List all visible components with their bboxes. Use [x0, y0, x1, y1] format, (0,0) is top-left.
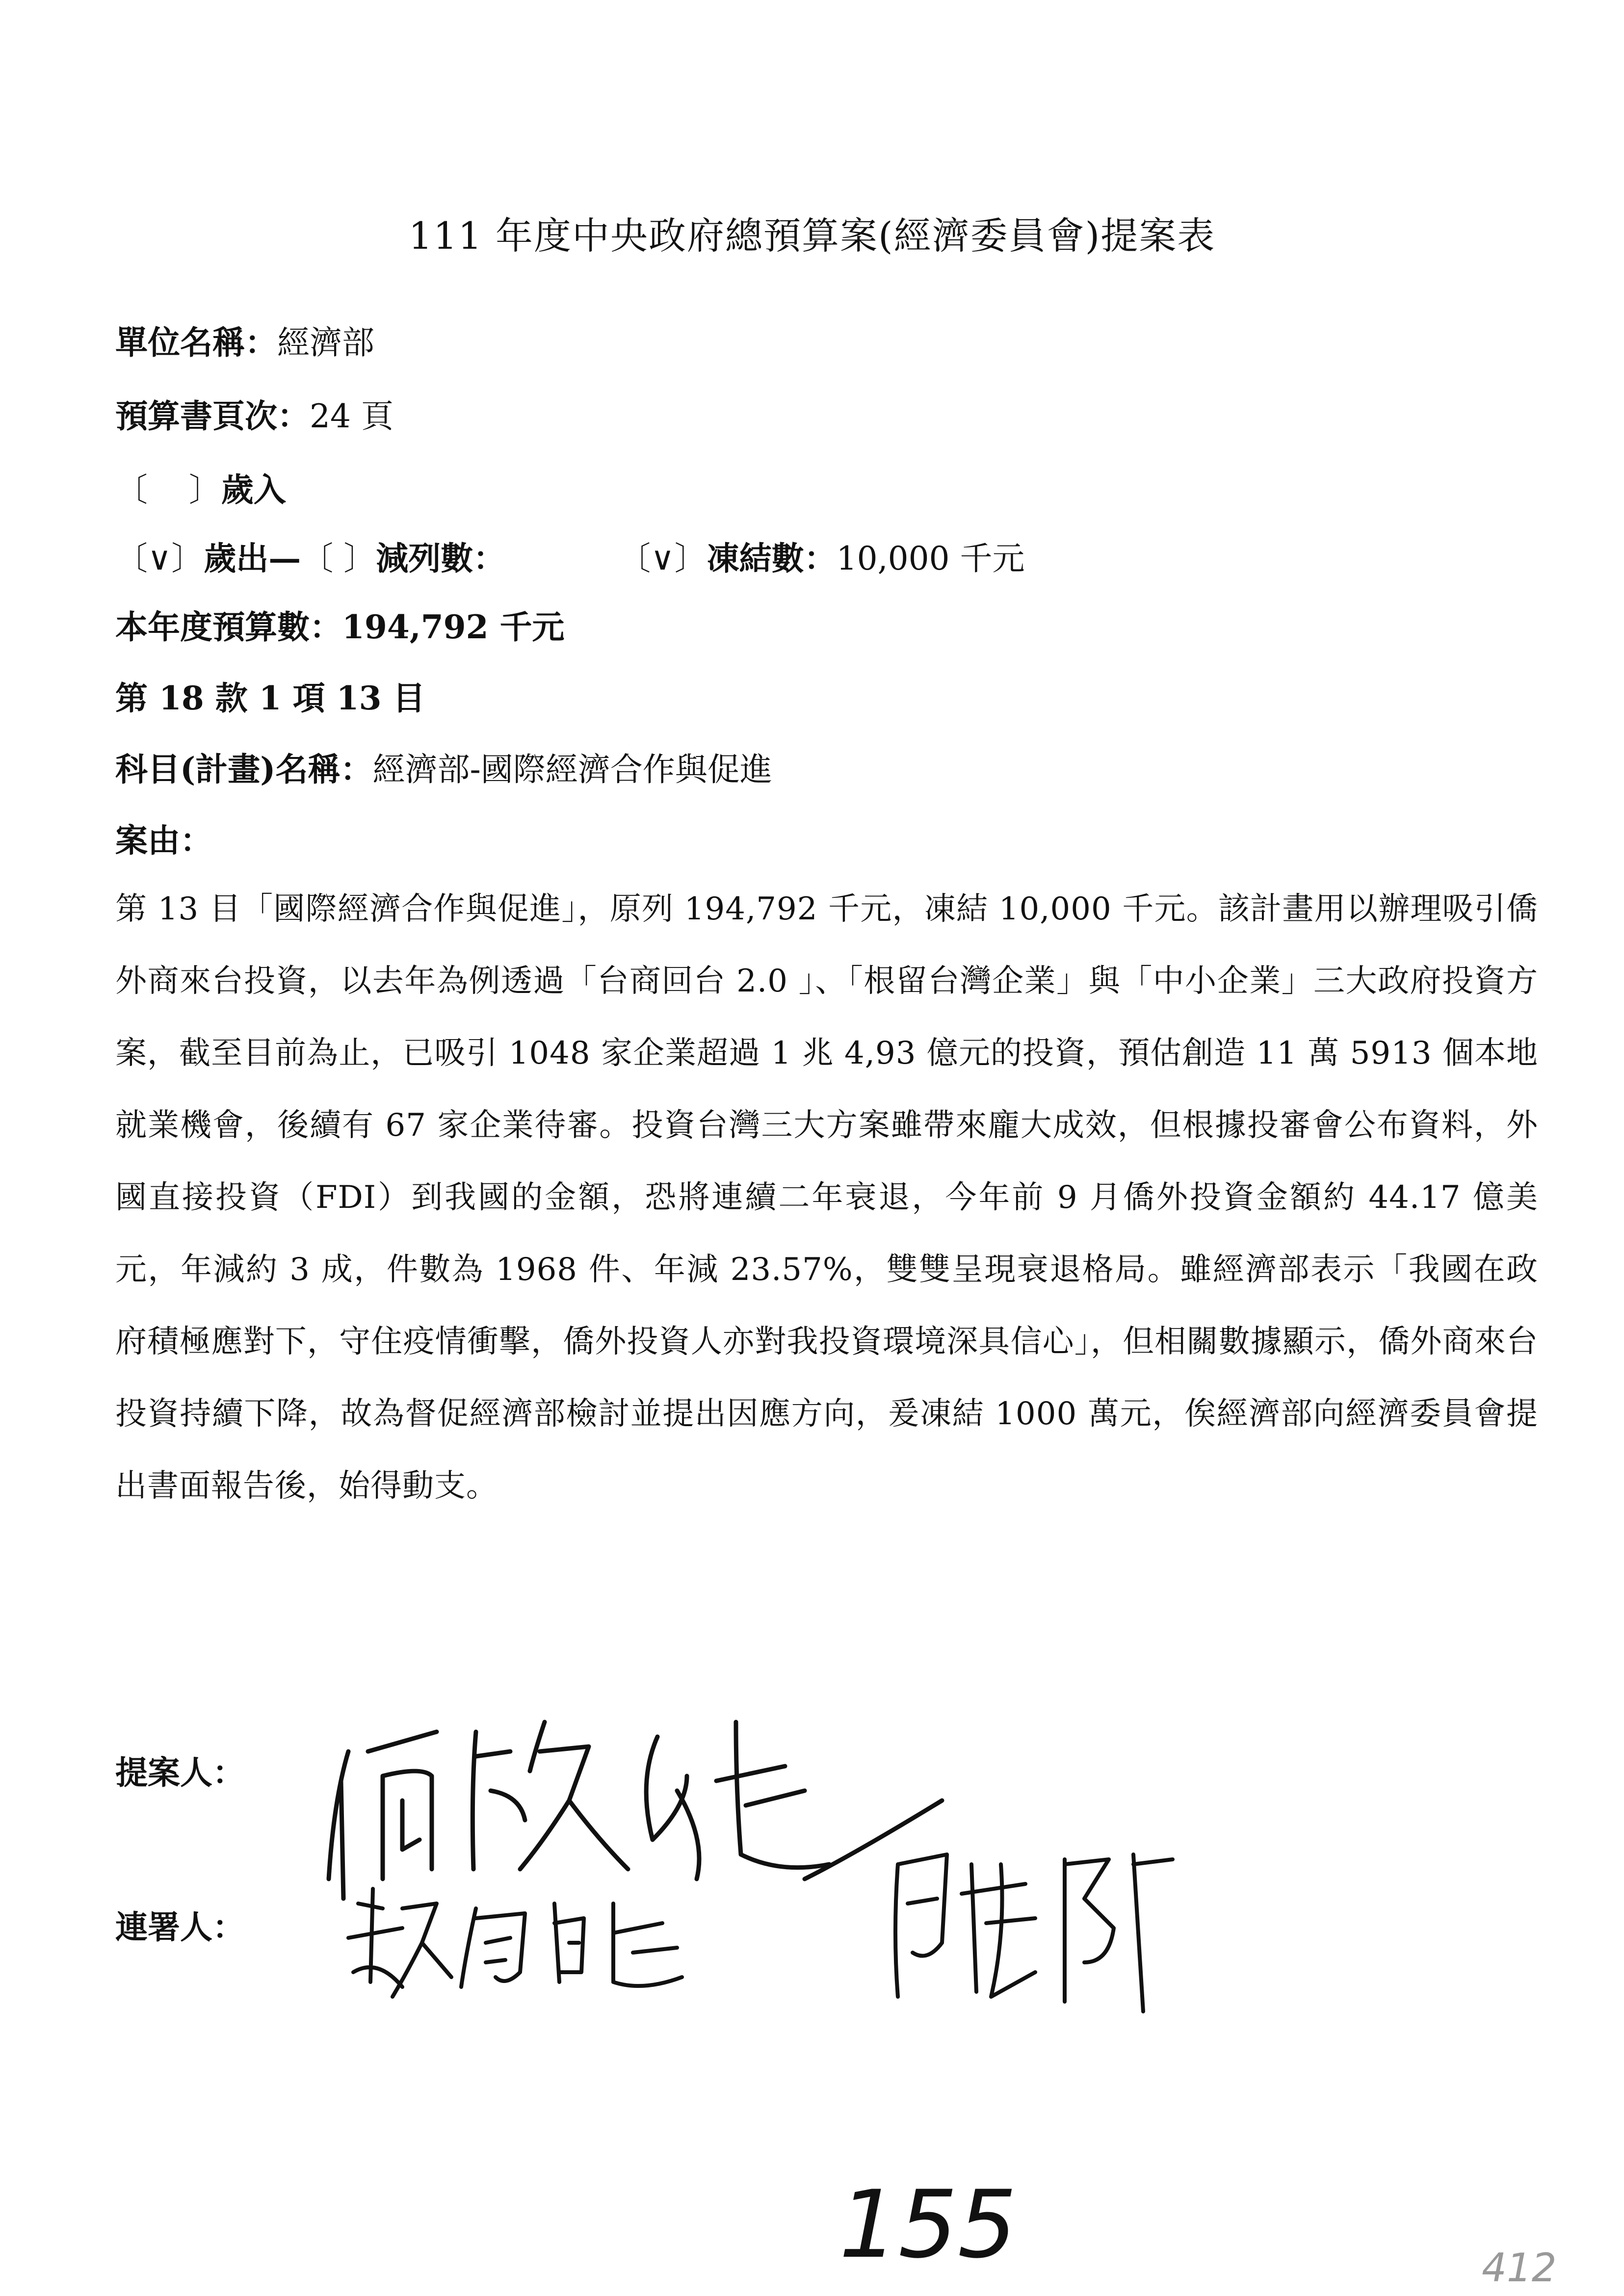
unit-name-row [115, 316, 374, 363]
handwritten-page-number-text: 155 [839, 2173, 1017, 2279]
proposer-label: 提案人： [115, 1753, 245, 1792]
expenditure-checkbox: 〔∨〕 [115, 540, 204, 577]
reason-label: 案由： [115, 821, 212, 860]
budget-page-label: 預算書頁次： [115, 397, 310, 435]
subject-value: 經濟部-國際經濟合作與促進 [372, 751, 772, 788]
revenue-checkbox: 〔 〕 [115, 471, 221, 509]
budget-page-row [115, 390, 393, 437]
freeze-label: 凍結數： [707, 539, 837, 577]
revenue-row [115, 464, 286, 510]
annual-budget-row [115, 601, 565, 648]
freeze-checkbox: 〔∨〕 [618, 540, 707, 577]
expenditure-row [115, 532, 1025, 579]
expenditure-label: 歲出— [204, 539, 301, 577]
annual-budget-label: 本年度預算數： [115, 608, 342, 646]
cut-checkbox: 〔 〕 [301, 540, 376, 577]
revenue-label: 歲入 [221, 470, 286, 509]
freeze-value: 10,000 千元 [836, 540, 1025, 577]
budget-item: 第 18 款 1 項 13 目 [115, 679, 425, 717]
cosigner-signature-1 [339, 1874, 731, 2021]
subject-row [115, 743, 772, 790]
corner-number-text: 412 [1482, 2245, 1557, 2291]
cosigner-signature-2 [878, 1835, 1182, 2021]
reason-paragraph: 第 13 目「國際經濟合作與促進」，原列 194,792 千元，凍結 10,000 千元。該計畫用以辦理吸引僑外商來台投資，以去年為例透過「台商回台 2.0 」、「根留台灣企業」與「中小企業」三大政府投資方案，截至目前為止，已吸引 1048 家企業超過 1 兆 4,93 億元的投資，預估創造 11 萬 5913 個本地就業機會，後續有 67 家企業待審。投資台灣三大方案雖帶來龐大成效，但根據投審會公布資料，外國直接投資（FDI）到我國的金額，恐將連續二年衰退，今年前 9 月僑外投資金額約 44.17 億美元，年減約 3 成，件數為 1968 件、年減 23.57%，雙雙呈現衰退格局。雖經濟部表示「我國在政府積極應對下，守住疫情衝擊，僑外投資人亦對我投資環境深具信心」，但相關數據顯示，僑外商來台投資持續下降，故為督促經濟部檢討並提出因應方向，爰凍結 1000 萬元，俟經濟部向經濟委員會提出書面報告後，始得動支。 [115, 891, 1538, 1504]
cosigner-label: 連署人： [115, 1908, 245, 1946]
budget-page-value: 24 頁 [310, 397, 393, 435]
cut-label: 減列數： [376, 539, 506, 577]
annual-budget-value: 194,792 千元 [342, 608, 565, 646]
handwritten-page-number [834, 2173, 1040, 2281]
subject-label: 科目(計畫)名稱： [115, 750, 373, 788]
document-title: 111 年度中央政府總預算案(經濟委員會)提案表 [408, 214, 1216, 258]
unit-name-label: 單位名稱： [115, 323, 277, 362]
corner-number [1477, 2244, 1604, 2294]
unit-name-value: 經濟部 [277, 324, 374, 362]
